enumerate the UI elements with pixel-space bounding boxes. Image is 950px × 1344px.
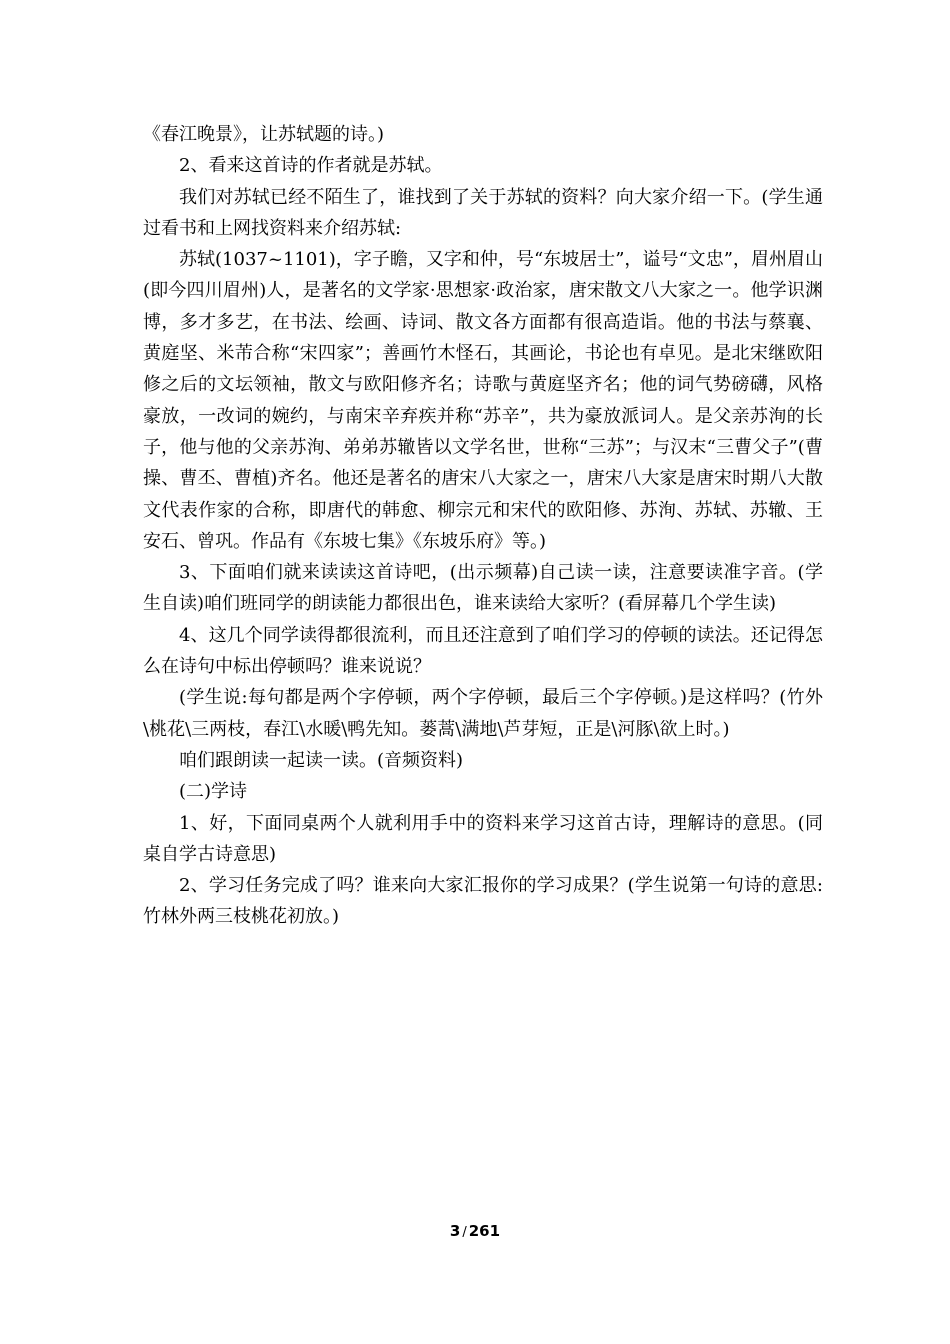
paragraph-1: 《春江晚景》，让苏轼题的诗。) — [143, 124, 385, 145]
paragraph-2: 2、看来这首诗的作者就是苏轼。 — [179, 155, 443, 177]
paragraph-6: 4、这几个同学读得都很流利，而且还注意到了咱们学习的停顿的读法。还记得怎么在诗句中标出停顿吗？谁来说说？ — [143, 624, 823, 678]
page-number-footer — [0, 1222, 950, 1240]
paragraph-5: 3、下面咱们就来读读这首诗吧，(出示频幕)自己读一读，注意要读准字音。(学生自读)咱们班同学的朗读能力都很出色，谁来读给大家听？(看屏幕几个学生读) — [143, 562, 823, 615]
paragraph-4: 苏轼(1037~1101)，字子瞻，又字和仲，号“东坡居士”，谥号“文忠”，眉州眉山(即今四川眉州)人，是著名的文学家·思想家·政治家，唐宋散文八大家之一。他学识渊博，多才多艺，在书法、绘画、诗词、散文各方面都有很高造诣。他的书法与蔡襄、黄庭坚、米芾合称“宋四家”；善画竹木怪石，其画论，书论也有卓见。是北宋继欧阳修之后的文坛领袖，散文与欧阳修齐名；诗歌与黄庭坚齐名；他的词气势磅礴，风格豪放，一改词的婉约，与南宋辛弃疾并称“苏辛”，共为豪放派词人。是父亲苏洵的长子，他与他的父亲苏洵、弟弟苏辙皆以文学名世，世称“三苏”；与汉末“三曹父子”(曹操、曹丕、曹植)齐名。他还是著名的唐宋八大家之一，唐宋八大家是唐宋时期八大散文代表作家的合称，即唐代的韩愈、柳宗元和宋代的欧阳修、苏洵、苏轼、苏辙、王安石、曾巩。作品有《东坡七集》《东坡乐府》等。) — [143, 249, 823, 552]
paragraph-11: 2、学习任务完成了吗？谁来向大家汇报你的学习成果？(学生说第一句诗的意思:竹林外两三枝桃花初放。) — [143, 875, 823, 928]
total-pages-number: 261 — [468, 1222, 501, 1240]
paragraph-3: 我们对苏轼已经不陌生了，谁找到了关于苏轼的资料？向大家介绍一下。(学生通过看书和上网找资料来介绍苏轼: — [143, 186, 823, 239]
paragraph-8: 咱们跟朗读一起读一读。(音频资料) — [179, 749, 464, 771]
paragraph-9: (二)学诗 — [179, 781, 248, 803]
document-body — [143, 119, 823, 933]
current-page-number: 3 — [449, 1222, 461, 1240]
paragraph-7: (学生说:每句都是两个字停顿，两个字停顿，最后三个字停顿。)是这样吗？(竹外\桃花\三两枝，春江\水暖\鸭先知。蒌蒿\满地\芦芽短，正是\河豚\欲上时。) — [143, 687, 823, 740]
paragraph-10: 1、好，下面同桌两个人就利用手中的资料来学习这首古诗，理解诗的意思。(同桌自学古诗意思) — [143, 812, 823, 865]
page-separator: / — [462, 1225, 467, 1240]
